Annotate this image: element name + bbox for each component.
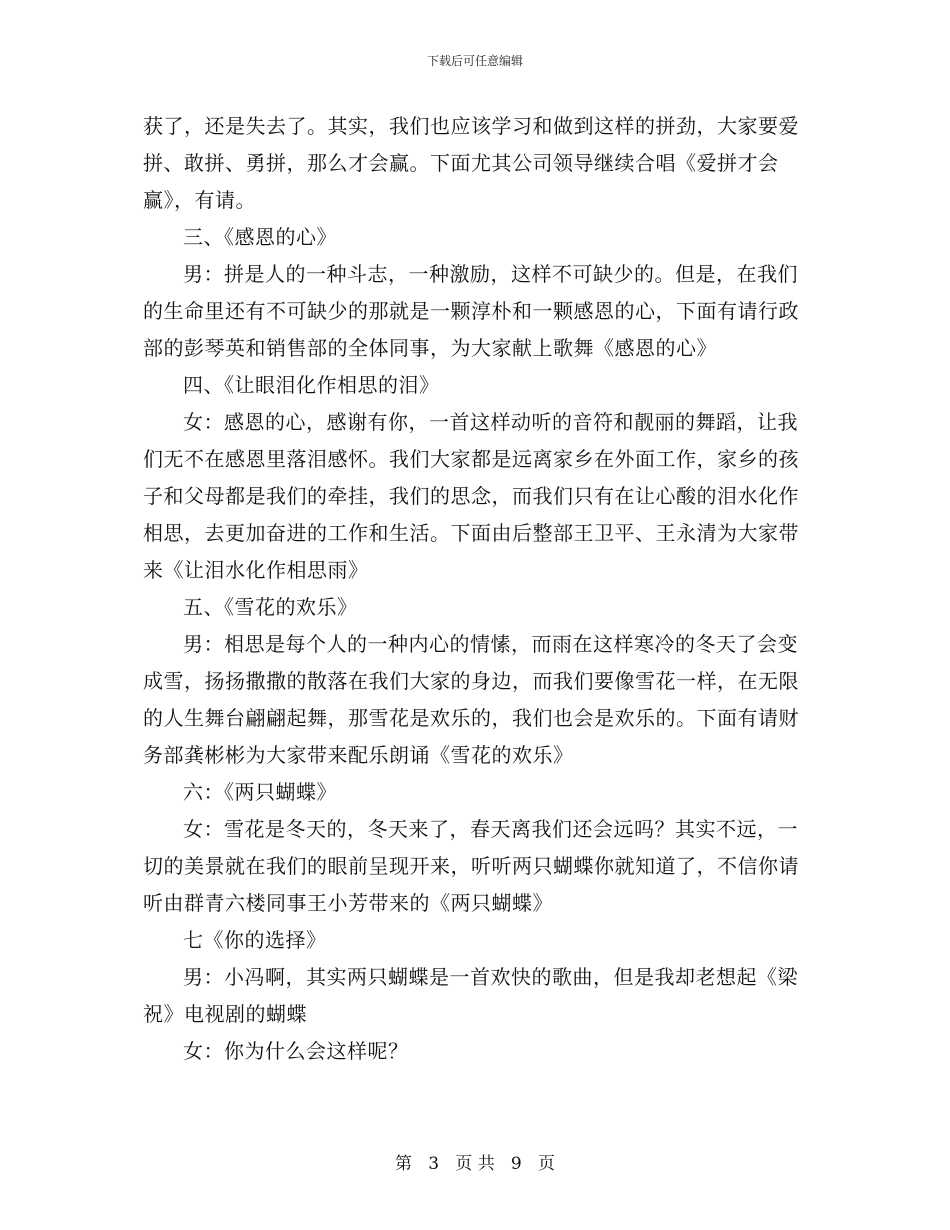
- paragraph: 女：雪花是冬天的，冬天来了，春天离我们还会远吗？其实不远，一切的美景就在我们的眼前呈现开来，听听两只蝴蝶你就知道了，不信你请听由群青六楼同事王小芳带来的《两只蝴蝶》: [143, 817, 799, 915]
- footer-page-number: 3: [428, 1154, 440, 1174]
- footer-total-pages: 9: [510, 1154, 522, 1174]
- paragraph: 男：小冯啊，其实两只蝴蝶是一首欢快的歌曲，但是我却老想起《梁祝》电视剧的蝴蝶: [143, 965, 798, 1026]
- section-heading: 七《你的选择》: [183, 928, 327, 952]
- paragraph: 男：拼是人的一种斗志，一种激励，这样不可缺少的。但是，在我们的生命里还有不可缺少的那就是一颗淳朴和一颗感恩的心，下面有请行政部的彭琴英和销售部的全体同事，为大家献上歌舞《感恩的心》: [143, 262, 799, 360]
- page-header: 下载后可任意编辑: [426, 54, 523, 68]
- document-body: [143, 108, 807, 1070]
- section-heading: 四、《让眼泪化作相思的泪》: [183, 373, 440, 397]
- footer-suffix: 页: [537, 1154, 555, 1174]
- footer-prefix: 第: [395, 1154, 413, 1174]
- page-footer: [0, 1154, 950, 1174]
- footer-middle: 页 共: [455, 1154, 495, 1174]
- section-heading: 六：《两只蝴蝶》: [183, 780, 337, 804]
- paragraph-continuation: 获了，还是失去了。其实，我们也应该学习和做到这样的拼劲，大家要爱拼、敢拼、勇拼，那么才会赢。下面尤其公司领导继续合唱《爱拼才会赢》，有请。: [143, 114, 799, 212]
- section-heading: 三、《感恩的心》: [183, 225, 337, 249]
- paragraph: 女：感恩的心，感谢有你，一首这样动听的音符和靓丽的舞蹈，让我们无不在感恩里落泪感怀。我们大家都是远离家乡在外面工作，家乡的孩子和父母都是我们的牵挂，我们的思念，而我们只有在让心酸的泪水化作相思，去更加奋进的工作和生活。下面由后整部王卫平、王永清为大家带来《让泪水化作相思雨》: [143, 410, 799, 582]
- paragraph: 男：相思是每个人的一种内心的情愫，而雨在这样寒冷的冬天了会变成雪，扬扬撒撒的散落在我们大家的身边，而我们要像雪花一样，在无限的人生舞台翩翩起舞，那雪花是欢乐的，我们也会是欢乐的。下面有请财务部龚彬彬为大家带来配乐朗诵《雪花的欢乐》: [143, 632, 799, 767]
- section-heading: 五、《雪花的欢乐》: [183, 595, 358, 619]
- paragraph: 女：你为什么会这样呢？: [183, 1039, 409, 1063]
